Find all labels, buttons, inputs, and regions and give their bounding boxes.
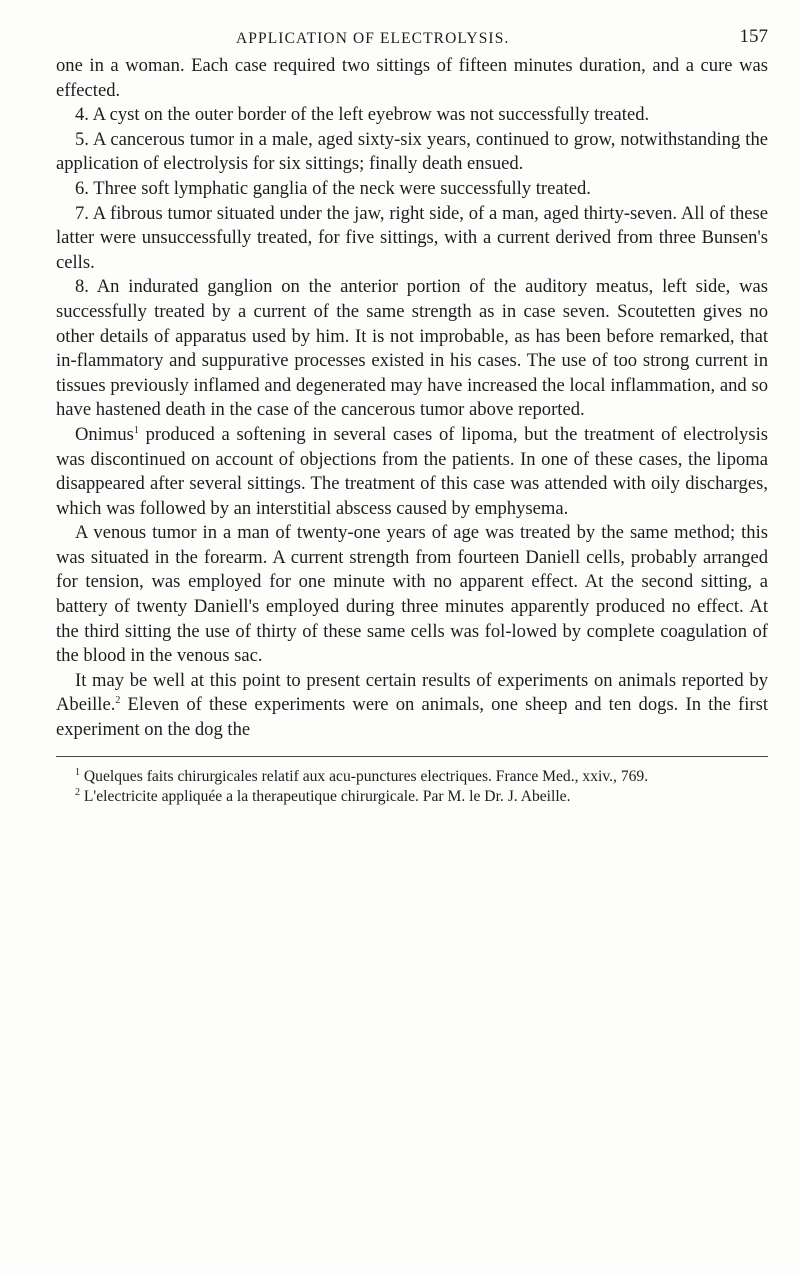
running-head: APPLICATION OF ELECTROLYSIS. [236, 30, 510, 47]
paragraph-case-6: 6. Three soft lymphatic ganglia of the neck were successfully treated. [75, 177, 591, 199]
book-page [56, 0, 768, 808]
footnote-marker: 2 [75, 787, 80, 799]
footnote-ref-2: 2 [115, 695, 121, 707]
text-run: It may be well at this point to present certain results of experiments on animals reported by Abeille. [56, 669, 768, 716]
footnote-1 [56, 767, 768, 788]
paragraph-case-8: 8. An indurated ganglion on the anterior portion of the auditory meatus, left side, was successfully treated by a current of the same strength as in case seven. Scoutetten gives no other details of apparatus used by him. It is not improbable, as has been before remarked, that in-flammatory and suppurative processes existed in his cases. The use of too strong current in tissues previously inflamed and degenerated may have increased the local inflammation, and so have hastened death in the case of the cancerous tumor above reported. [56, 276, 768, 421]
footnote-rule [56, 756, 768, 757]
paragraph-venous-tumor: A venous tumor in a man of twenty-one years of age was treated by the same method; this was situated in the forearm. A current strength from fourteen Daniell cells, probably arranged for tension, was employed for one minute with no apparent effect. At the second sitting, a battery of twenty Daniell's employed during three minutes apparently produced no effect. At the third sitting the use of thirty of these same cells was fol-lowed by complete coagulation of the blood in the venous sac. [56, 522, 768, 667]
page-number: 157 [739, 26, 768, 47]
footnote-ref-1: 1 [133, 424, 139, 436]
footnote-marker: 1 [75, 766, 80, 778]
text-run: Eleven of these experiments were on animals, one sheep and ten dogs. In the first experiment on the dog the [56, 694, 768, 741]
page-header [56, 0, 768, 54]
footnotes [56, 767, 768, 808]
paragraph-case-7: 7. A fibrous tumor situated under the jaw, right side, of a man, aged thirty-seven. All of these latter were unsuccessfully treated, for five sittings, with a current derived from three Bunsen's cells. [56, 202, 768, 273]
paragraph-case-4: 4. A cyst on the outer border of the left eyebrow was not successfully treated. [75, 104, 650, 126]
text-run: Onimus [75, 423, 134, 445]
body-text [56, 54, 768, 743]
footnote-text: Quelques faits chirurgicales relatif aux acu-punctures electriques. France Med., xxiv., 769. [80, 767, 649, 785]
footnote-2 [56, 787, 768, 808]
paragraph-onimus [56, 423, 768, 521]
paragraph-abeille [56, 669, 768, 743]
text-run: produced a softening in several cases of lipoma, but the treatment of electrolysis was discontinued on account of objections from the patients. In one of these cases, the lipoma disappeared after several sittings. The treatment of this case was attended with oily discharges, which was followed by an interstitial abscess caused by emphysema. [56, 423, 768, 519]
paragraph-case-5: 5. A cancerous tumor in a male, aged sixty-six years, continued to grow, notwithstanding the application of electrolysis for six sittings; finally death ensued. [56, 128, 768, 175]
paragraph-continuation: one in a woman. Each case required two sittings of fifteen minutes duration, and a cure was effected. [56, 55, 768, 101]
footnote-text: L'electricite appliquée a la therapeutique chirurgicale. Par M. le Dr. J. Abeille. [80, 788, 571, 806]
